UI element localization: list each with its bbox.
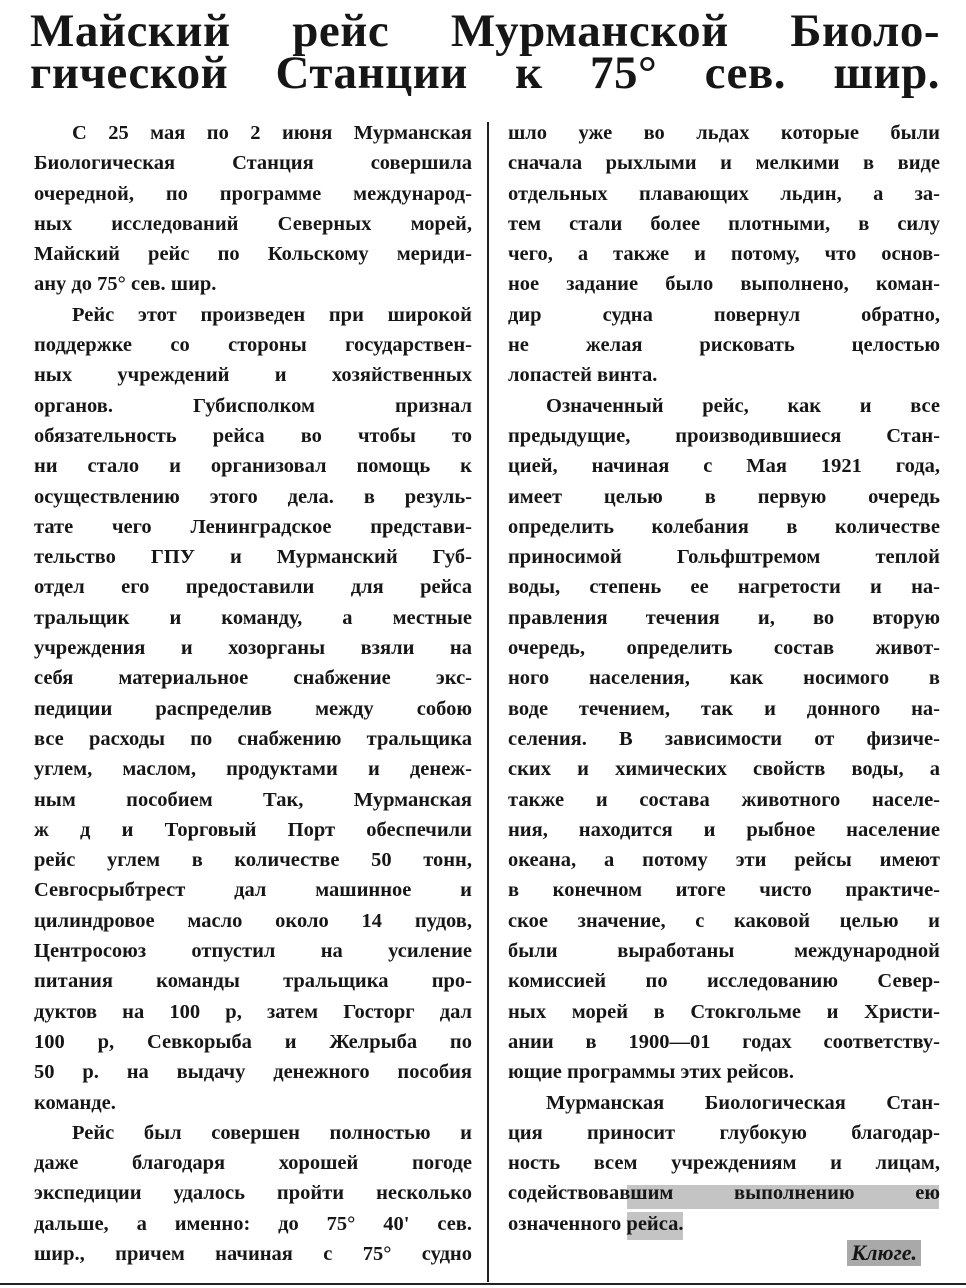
text-line: ция приносит глубокую благодар- (508, 1121, 940, 1144)
text-line: обязательность рейса во чтобы то (34, 424, 472, 447)
text-line: Мурманская Биологическая Стан- (546, 1091, 940, 1114)
text-line: воде течением, так и донного на- (508, 697, 940, 720)
text-line: океана, а потому эти рейсы имеют (508, 849, 940, 872)
text-line: были выработаны международной (508, 940, 940, 963)
text-line: даже благодаря хорошей погоде (34, 1152, 472, 1175)
paragraph (34, 1118, 472, 1269)
text-line: дуктов на 100 р, затем Госторг дал (34, 1000, 472, 1023)
text-line: селения. В зависимости от физиче- (508, 727, 940, 750)
text-line: Севгосрыбтрест дал машинное и (34, 879, 472, 902)
text-line: дир судна повернул обратно, (508, 303, 940, 326)
text-line: все расходы по снабжению тральщика (34, 727, 472, 750)
text-line: С 25 мая по 2 июня Мурманская (72, 122, 472, 144)
article-column-left (34, 118, 472, 1269)
text-line: Рейс этот произведен при широкой (72, 303, 472, 326)
text-line: очередной, по программе международ- (34, 182, 472, 205)
text-line: осуществлению этого дела. в резуль- (34, 485, 472, 508)
text-line: дальше, а именно: до 75° 40' сев. (34, 1212, 472, 1235)
text-line: ния, находится и рыбное население (508, 818, 940, 841)
text-line: очередь, определить состав живот- (508, 637, 940, 660)
paragraph (508, 118, 940, 391)
text-line: ских и химических свойств воды, а (508, 758, 940, 781)
paragraph (34, 300, 472, 1118)
text-line: поддержке со стороны государствен- (34, 334, 472, 357)
text-line: учреждения и хозорганы взяли на (34, 637, 472, 660)
text-line: отдел его предоставили для рейса (34, 576, 472, 599)
text-line: приносимой Гольфштремом теплой (508, 546, 940, 569)
text-line: углем, маслом, продуктами и денеж- (34, 758, 472, 781)
article-column-right (508, 118, 940, 1239)
headline-line: Майский рейс Мурманской Биоло- (30, 5, 940, 57)
text-line: ность всем учреждениям и лицам, (508, 1152, 940, 1175)
column-divider (487, 122, 489, 1282)
text-line: содействовавшим выполнению ею (508, 1182, 940, 1205)
text-line: ющие программы этих рейсов. (508, 1061, 794, 1084)
text-line: лопастей винта. (508, 364, 658, 387)
text-line: чего, а также и потому, что основ- (508, 243, 940, 266)
text-line: ское значение, с каковой целью и (508, 909, 940, 932)
text-line: ных исследований Северных морей, (34, 212, 472, 235)
text-line: имеет целью в первую очередь (508, 485, 940, 508)
text-line: отдельных плавающих льдин, а за- (508, 182, 940, 205)
text-line: также и состава животного населе- (508, 788, 940, 811)
text-line: тельство ГПУ и Мурманский Губ- (34, 546, 472, 569)
text-line: тем стали более плотными, в силу (508, 212, 940, 235)
author-signature: Клюге. (847, 1240, 921, 1266)
text-line: ное задание было выполнено, коман- (508, 273, 940, 296)
text-line: сначала рыхлыми и мелкими в виде (508, 152, 940, 175)
text-line: ни стало и организовал помощь к (34, 455, 472, 478)
text-line: шир., причем начиная с 75° судно (34, 1242, 472, 1265)
text-line: воды, степень ее нагретости и на- (508, 576, 940, 599)
text-line: ных морей в Стокгольме и Христи- (508, 1000, 940, 1023)
text-line: шло уже во льдах которые были (508, 122, 940, 144)
paragraph (508, 391, 940, 1088)
text-line: ных учреждений и хозяйственных (34, 364, 472, 387)
paragraph (508, 1088, 940, 1239)
headline-line: гической Станции к 75° сев. шир. (30, 47, 940, 99)
text-line: в конечном итоге чисто практиче- (508, 879, 940, 902)
text-line: педиции распределив между собою (34, 697, 472, 720)
text-line: не желая рисковать целостью (508, 334, 940, 357)
bottom-rule (0, 1283, 966, 1285)
text-line: Центросоюз отпустил на усиление (34, 940, 472, 963)
paragraph (34, 118, 472, 300)
text-line: цилиндровое масло около 14 пудов, (34, 909, 472, 932)
text-line: ании в 1900—01 годах соответству- (508, 1030, 940, 1053)
text-line: правления течения и, во вторую (508, 606, 940, 629)
text-line: 100 р, Севкорыба и Желрыба по (34, 1030, 472, 1053)
text-line: Рейс был совершен полностью и (72, 1121, 472, 1144)
text-line: Биологическая Станция совершила (34, 152, 472, 175)
text-line: цией, начиная с Мая 1921 года, (508, 455, 940, 478)
text-line: экспедиции удалось пройти несколько (34, 1182, 472, 1205)
text-line: команде. (34, 1091, 116, 1114)
text-line: означенного рейса. (508, 1212, 684, 1235)
article-headline (30, 5, 940, 99)
text-line: ж д и Торговый Порт обеспечили (34, 818, 472, 841)
text-line: тральщик и команду, а местные (34, 606, 472, 629)
text-line: определить колебания в количестве (508, 515, 940, 538)
text-line: Майский рейс по Кольскому мериди- (34, 243, 472, 266)
text-line: Означенный рейс, как и все (546, 394, 940, 417)
text-line: питания команды тральщика про- (34, 970, 472, 993)
text-line: ного населения, как носимого в (508, 667, 940, 690)
text-line: тате чего Ленинградское представи- (34, 515, 472, 538)
text-line: рейс углем в количестве 50 тонн, (34, 849, 472, 872)
text-line: ным пособием Так, Мурманская (34, 788, 472, 811)
text-line: комиссией по исследованию Север- (508, 970, 940, 993)
text-line: 50 р. на выдачу денежного пособия (34, 1061, 472, 1084)
text-line: ану до 75° сев. шир. (34, 273, 217, 296)
text-line: предыдущие, производившиеся Стан- (508, 424, 940, 447)
text-line: органов. Губисполком признал (34, 394, 472, 417)
text-line: себя материальное снабжение экс- (34, 667, 472, 690)
